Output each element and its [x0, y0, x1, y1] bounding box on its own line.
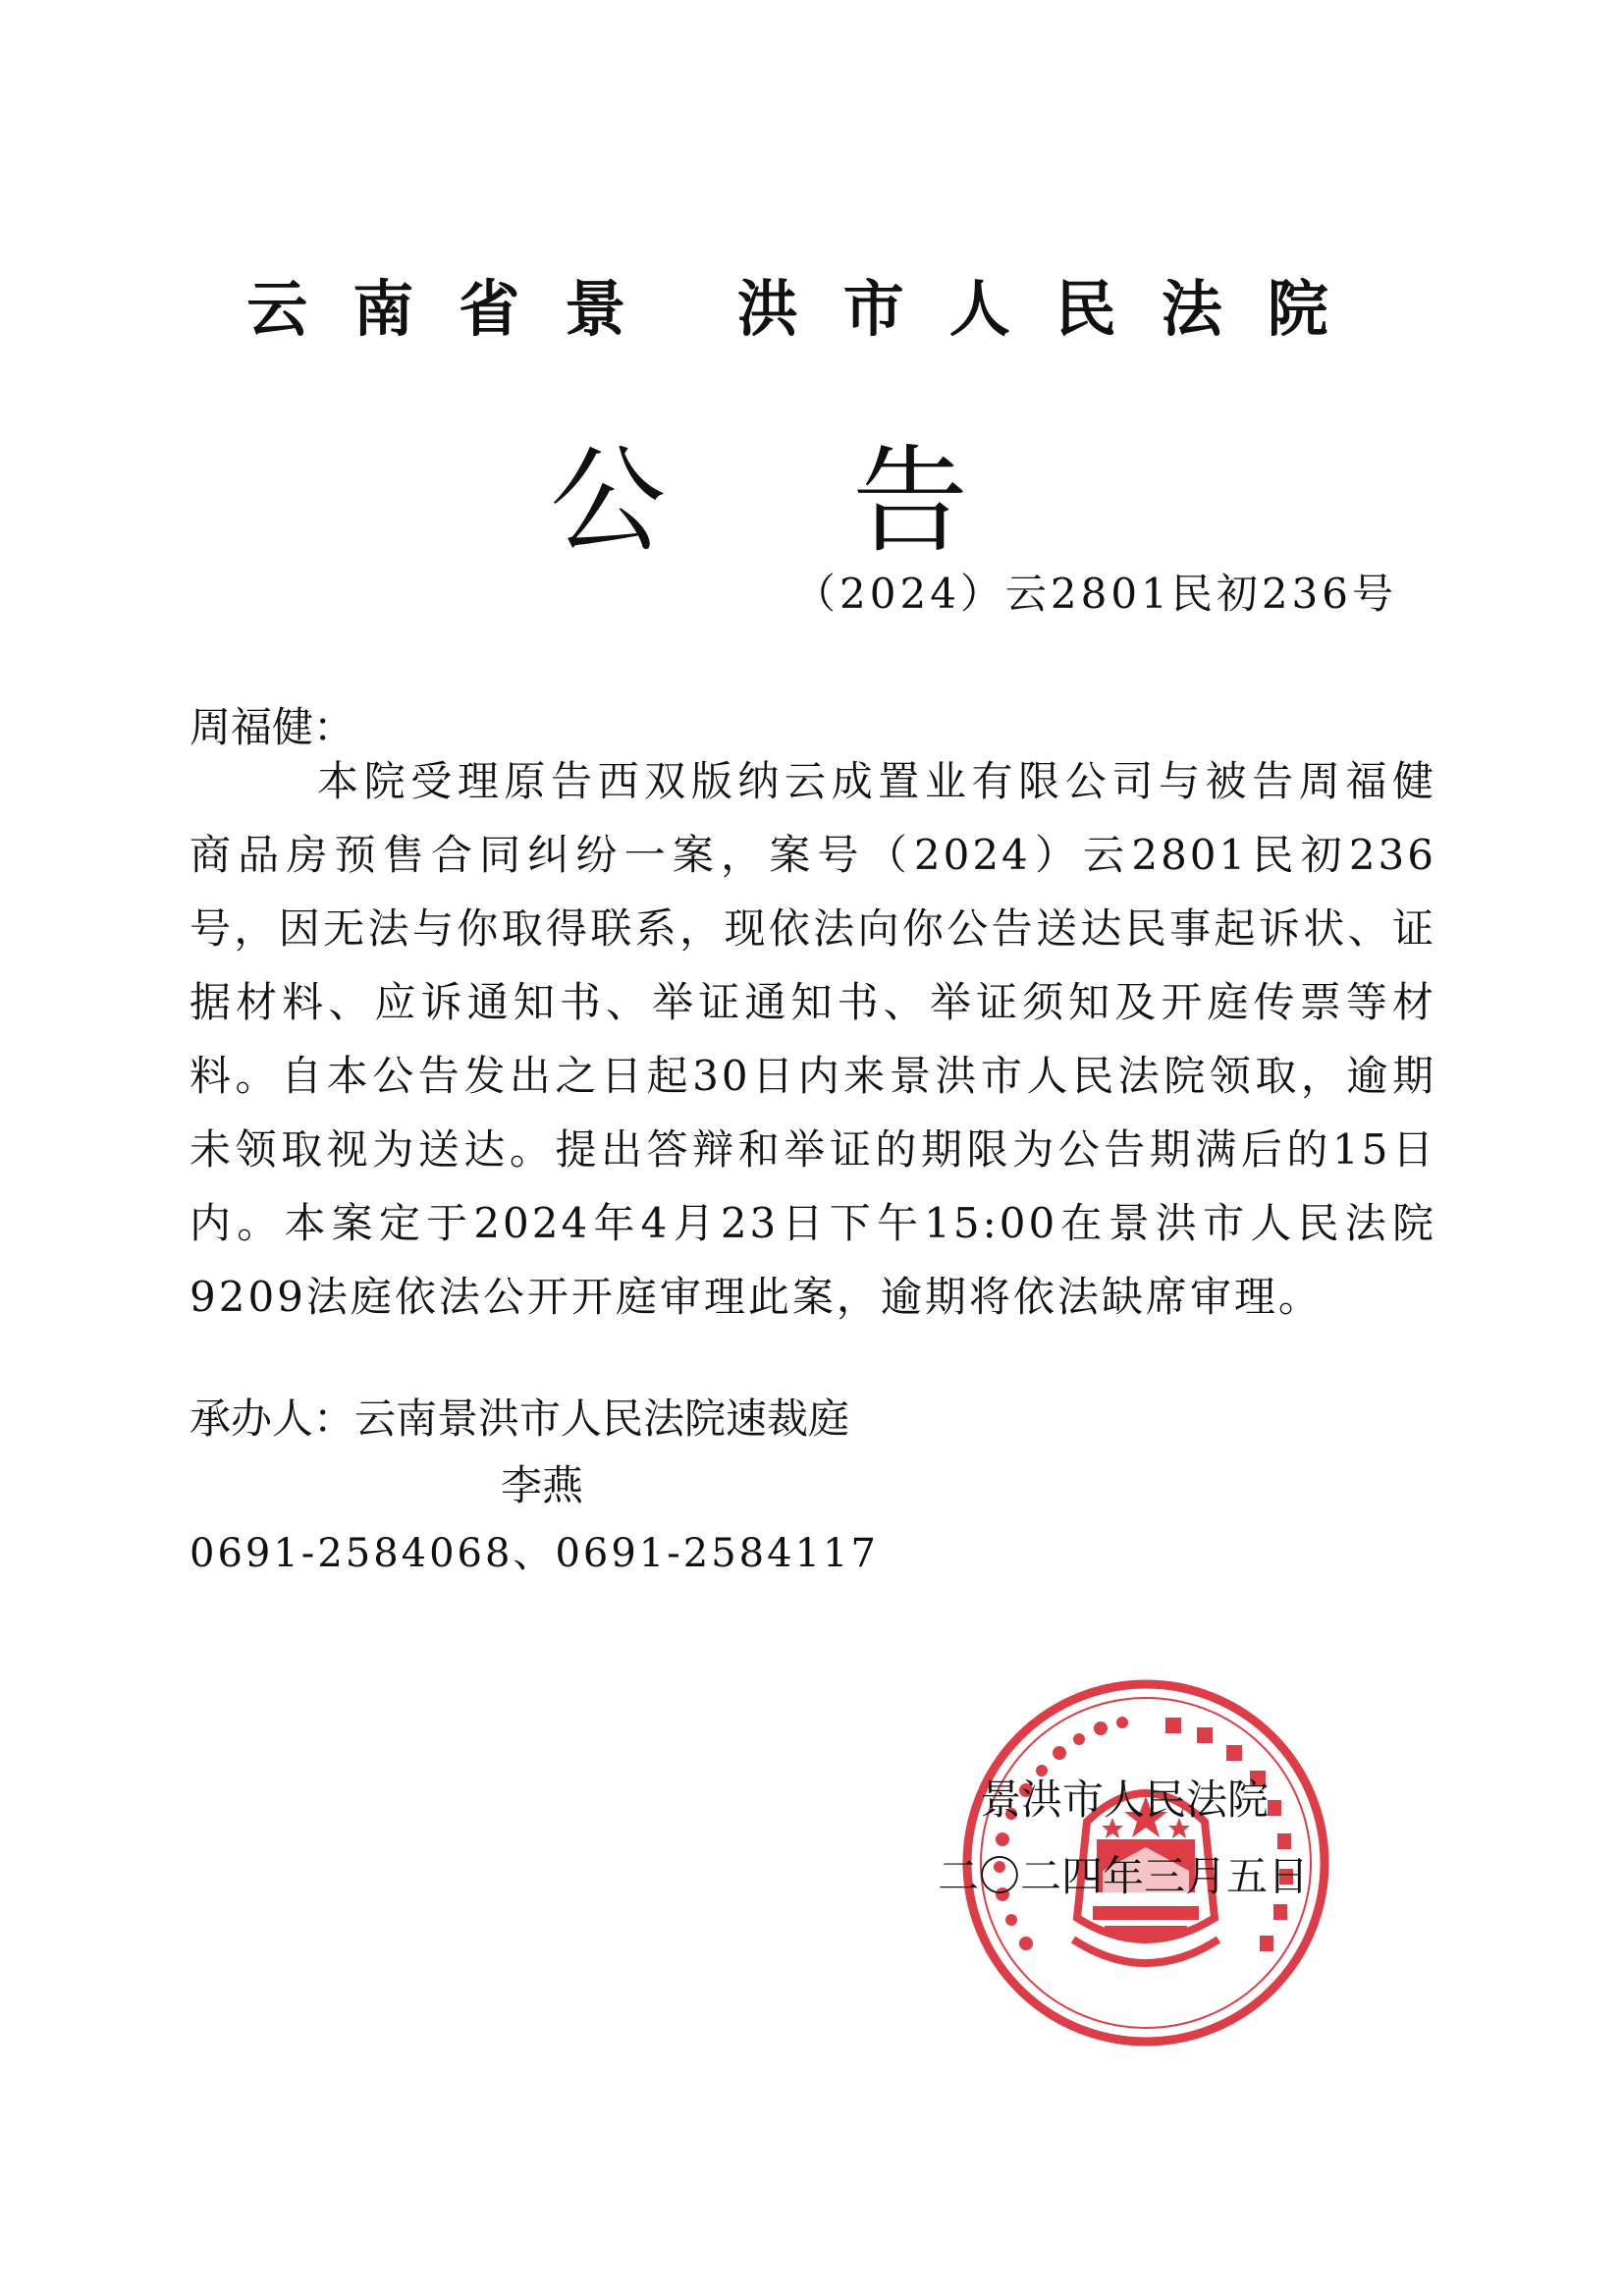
handler-line: 承办人：云南景洪市人民法院速裁庭: [189, 1394, 850, 1443]
notice-body: 本院受理原告西双版纳云成置业有限公司与被告周福健 商品房预售合同纠纷一案，案号（2024）云2801民初236号，因无法与你取得联系，现依法向你公告送达民事起诉状、证据材料、应诉通知书、举证通知书、举证须知及开庭传票等材料。自本公告发出之日起30日内来景洪市人民法院领取，逾期未领取视为送达。提出答辩和举证的期限为公告期满后的15日内。本案定于2024年4月23日下午15:00在景洪市人民法院9209法庭依法公开开庭审理此案，逾期将依法缺席审理。: [189, 757, 1436, 1321]
document-title: 公告: [550, 433, 1156, 569]
phone-numbers: 0691-2584068、0691-2584117: [189, 1531, 879, 1576]
salutation: 周福健：: [189, 703, 355, 751]
court-name: 云南省景 洪市人民法院: [246, 273, 1374, 345]
signature-court-name: 景洪市人民法院: [980, 1776, 1270, 1824]
handler-name: 李燕: [501, 1461, 584, 1509]
case-number: （2024）云2801民初236号: [794, 570, 1397, 618]
signature-date: 二〇二四年三月五日: [938, 1852, 1310, 1900]
